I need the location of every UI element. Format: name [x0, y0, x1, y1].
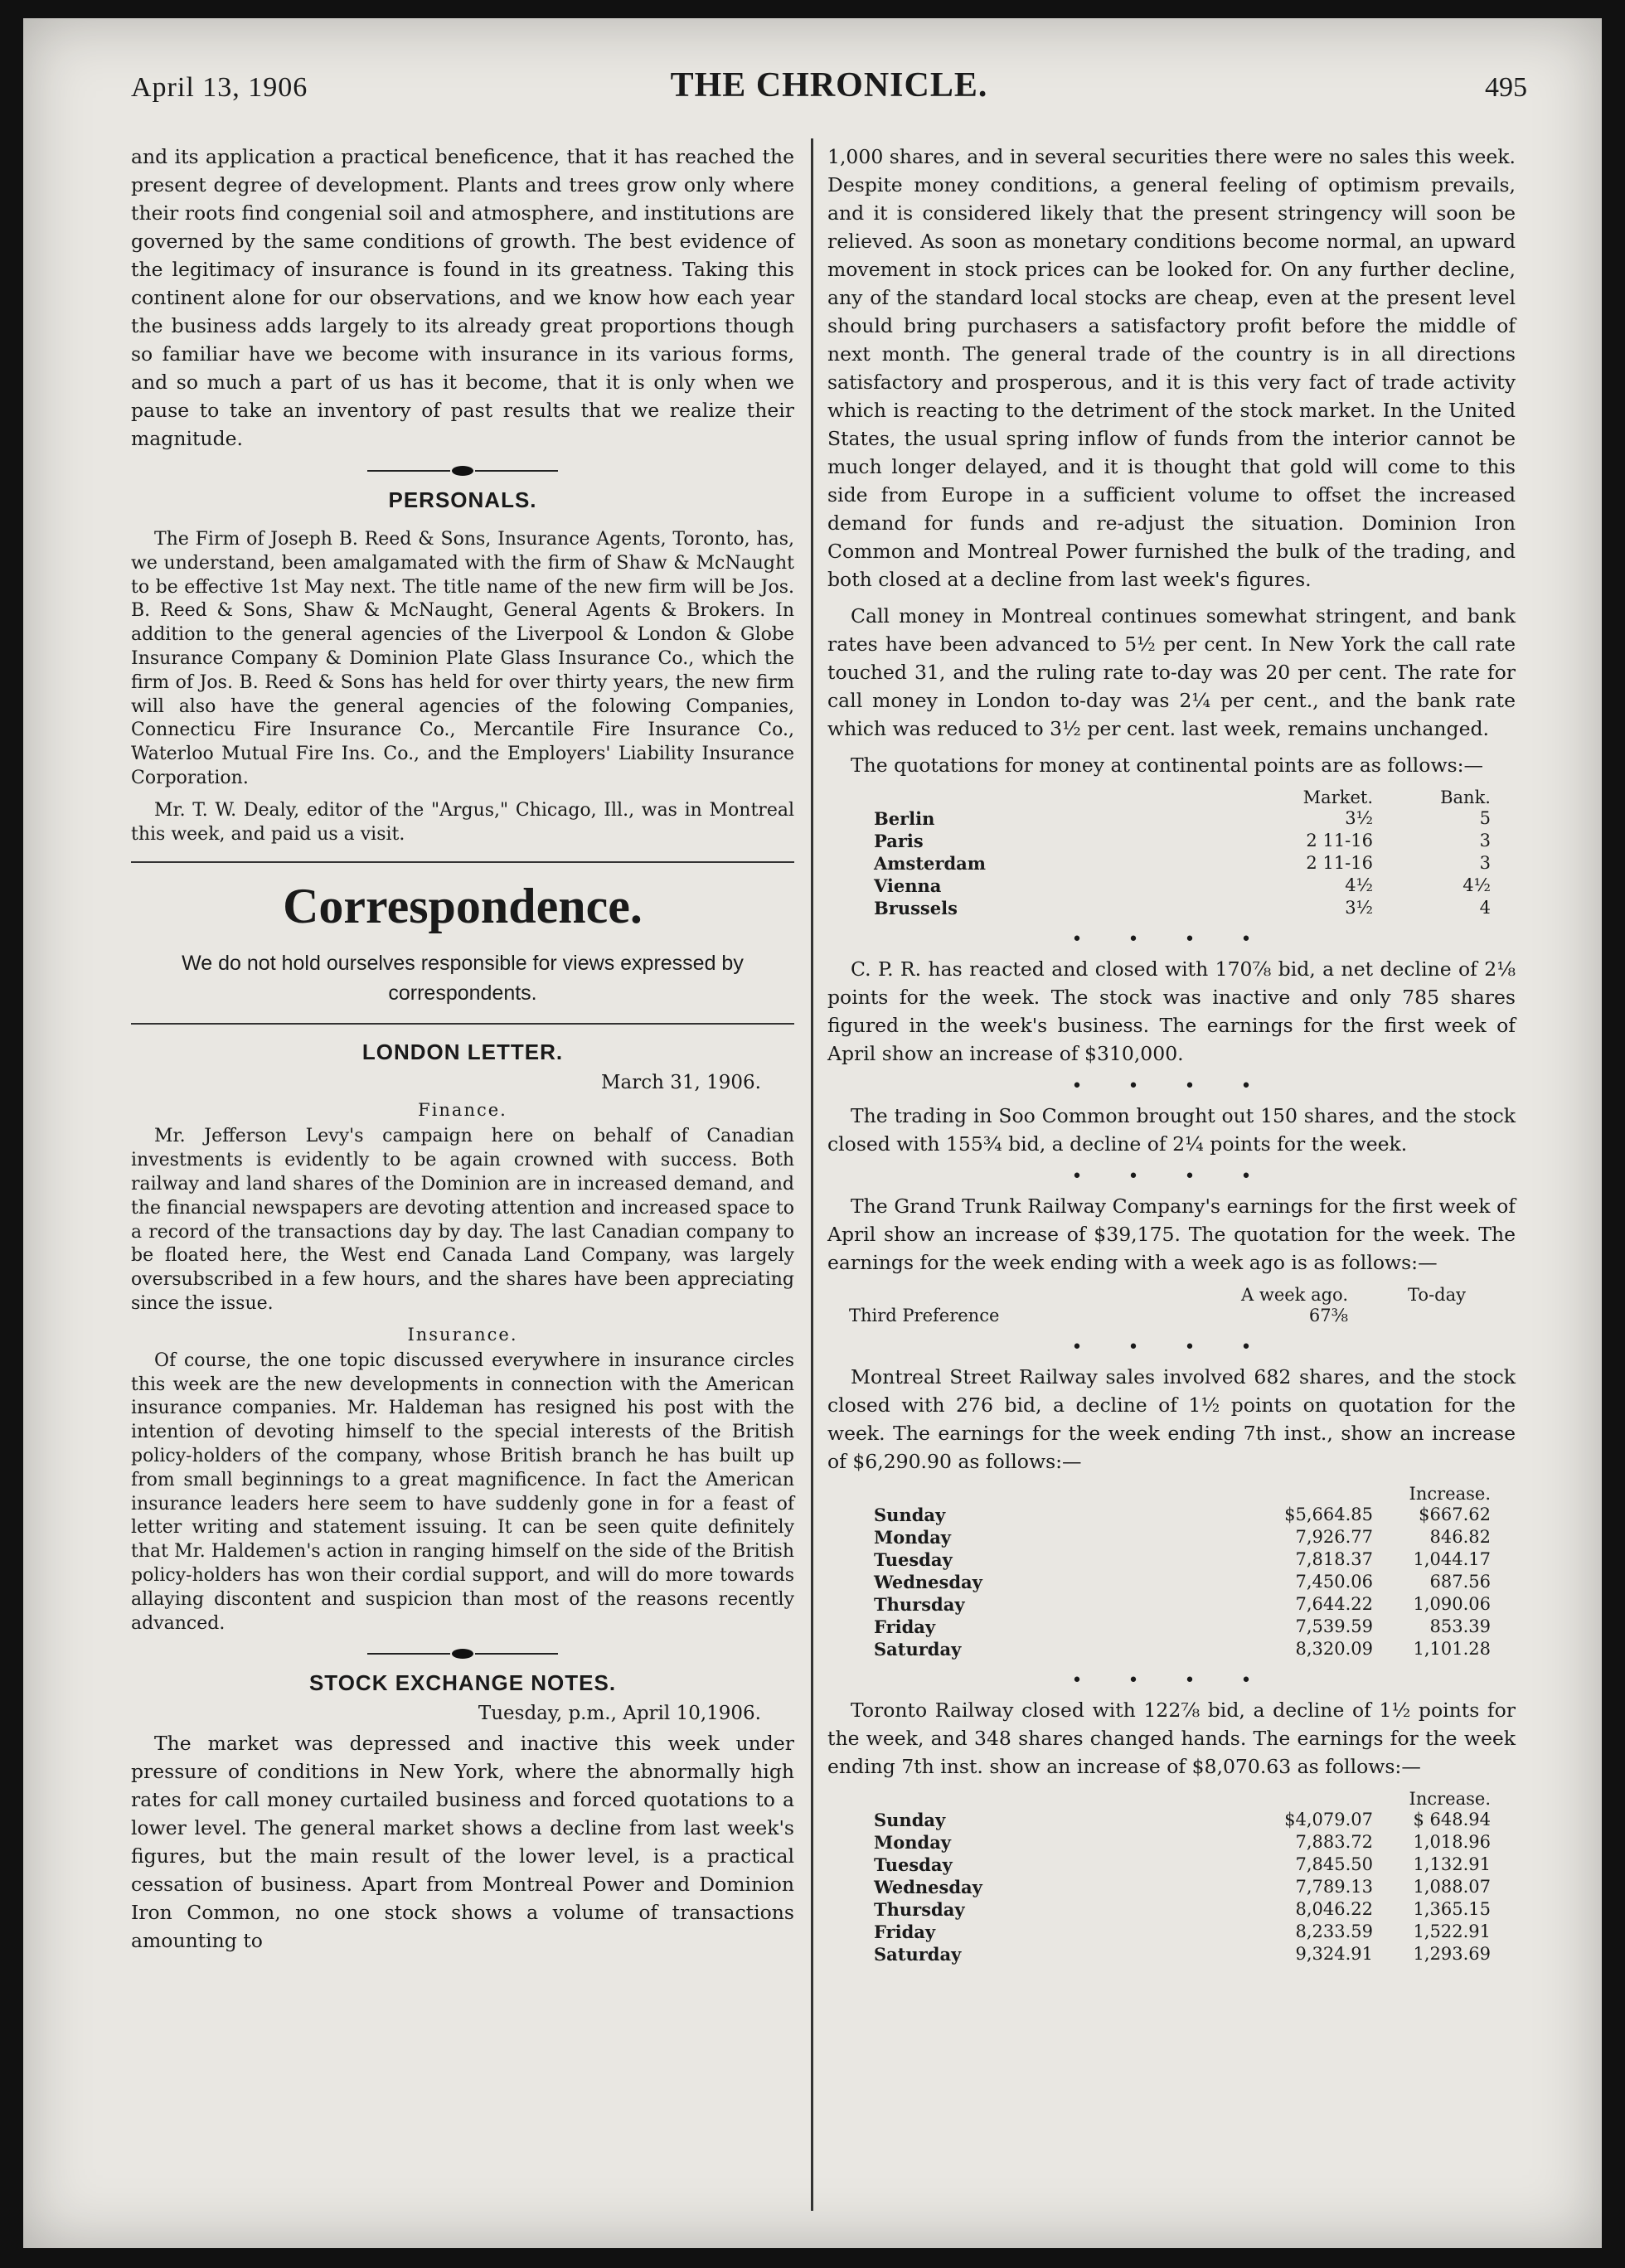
table-row: Vienna 4½ 4½ [874, 875, 1491, 896]
grand-trunk-table [844, 1285, 1471, 1327]
stock-exchange-date: Tuesday, p.m., April 10,1906. [478, 1703, 761, 1725]
page-number: 495 [1485, 72, 1527, 103]
london-letter-title: LONDON LETTER. [361, 1040, 564, 1065]
table-row: Thursday 7,644.22 1,090.06 [874, 1594, 1491, 1615]
table-row: Monday 7,883.72 1,018.96 [874, 1832, 1491, 1853]
stock-exchange-title: STOCK EXCHANGE NOTES. [308, 1670, 617, 1696]
soo-paragraph: The trading in Soo Common brought out 150 shares, and the stock closed with 155¾ bid, a decline of 2¼ points for the week. [827, 1104, 1516, 1156]
dot-separator: • • • • [1071, 1670, 1272, 1691]
page-header [131, 56, 1527, 122]
table-row: Paris 2 11-16 3 [874, 831, 1491, 851]
column-header: Bank. [1440, 788, 1491, 807]
table-row: Sunday $4,079.07 $ 648.94 [874, 1810, 1491, 1830]
divider [131, 861, 794, 863]
finance-heading: Finance. [418, 1100, 507, 1121]
table-row: Wednesday 7,789.13 1,088.07 [874, 1877, 1491, 1897]
left-column [131, 143, 794, 1963]
column-header: To-day [1408, 1285, 1466, 1305]
table-row: Saturday 9,324.91 1,293.69 [874, 1944, 1491, 1965]
cpr-paragraph: C. P. R. has reacted and closed with 170⅞ bid, a net decline of 2⅛ points for the week. The stock was inactive and only 785 shares figured in the week's business. The earnings for the first week of April show an increase of $310,000. [827, 957, 1516, 1065]
table-row: Friday 8,233.59 1,522.91 [874, 1922, 1491, 1942]
insurance-heading: Insurance. [407, 1324, 518, 1345]
right-column [827, 143, 1516, 1975]
table-row: Amsterdam 2 11-16 3 [874, 853, 1491, 874]
table-row: Saturday 8,320.09 1,101.28 [874, 1639, 1491, 1660]
market-paragraph-1: 1,000 shares, and in several securities there were no sales this week. Despite money conditions, a general feeling of optimism prevails, and it is considered likely that the present stringency will soon be relieved. As soon as monetary conditions become normal, an upward movement in stock prices can be looked for. On any further decline, any of the standard local stocks are cheap, even at the present level should bring purchasers a satisfactory profit before the middle of next month. The general trade of the country is in all directions satisfactory and prosperous, and it is this very fact of trade activity which is reacting to the detriment of the stock market. In the United States, the usual spring inflow of funds from the interior cannot be much longer delayed, and it is thought that gold will come to this side from Europe in a sufficient volume to offset the increased demand for funds and re-adjust the situation. Dominion Iron Common and Montreal Power furnished the bulk of the trading, and both closed at a decline from last week's figures. [827, 145, 1516, 591]
newspaper-page [23, 18, 1602, 2248]
dot-separator: • • • • [1071, 929, 1272, 950]
quotations-intro: The quotations for money at continental points are as follows:— [851, 754, 1484, 777]
montreal-street-earnings-table [869, 1484, 1496, 1660]
table-row: Sunday $5,664.85 $667.62 [874, 1505, 1491, 1525]
personals-paragraph-1: The Firm of Joseph B. Reed & Sons, Insurance Agents, Toronto, has, we understand, been amalgamated with the firm of Shaw & McNaught to be effective 1st May next. The title name of the new firm will be Jos. B. Reed & Sons, Shaw & McNaught, General Agents & Brokers. In addition to the general agencies of the Liverpool & London & Globe Insurance Company & Dominion Plate Glass Insurance Co., which the firm of Jos. B. Reed & Sons has held for over thirty years, the new firm will also have the general agencies of the folowing Companies, Connecticu Fire Insurance Co., Mercantile Fire Insurance Co., Waterloo Mutual Fire Ins. Co., and the Employers' Liability Insurance Corporation. [131, 529, 794, 788]
montreal-street-paragraph: Montreal Street Railway sales involved 682 shares, and the stock closed with 276 bid, a decline of 1½ points on quotation for the week. The earnings for the week ending 7th inst., show an increase of $6,290.90 as follows:— [827, 1365, 1516, 1473]
column-divider [811, 138, 813, 2211]
table-row: Monday 7,926.77 846.82 [874, 1527, 1491, 1548]
table-row: Wednesday 7,450.06 687.56 [874, 1572, 1491, 1592]
column-header: Increase. [1409, 1789, 1491, 1809]
correspondence-note: We do not hold ourselves responsible for views expressed by correspondents. [182, 952, 744, 1006]
section-ornament [131, 464, 794, 477]
correspondence-title: Correspondence. [283, 879, 643, 934]
issue-date: April 13, 1906 [131, 72, 308, 103]
personals-paragraph-2: Mr. T. W. Dealy, editor of the "Argus," Chicago, Ill., was in Montreal this week, and paid us a visit. [131, 799, 794, 845]
divider [131, 1023, 794, 1025]
table-row: Tuesday 7,818.37 1,044.17 [874, 1549, 1491, 1570]
column-header: A week ago. [1241, 1285, 1348, 1305]
dot-separator: • • • • [1071, 1337, 1272, 1358]
intro-paragraph: and its application a practical beneficence, that it has reached the present degree of development. Plants and trees grow only where their roots find congenial soil and atmosphere, and institutions are governed by the same conditions of growth. The best evidence of the legitimacy of insurance is found in its greatness. Taking this continent alone for our observations, and we know how each year the business adds largely to its already great proportions though so familiar have we become with insurance in its various forms, and so much a part of us has it become, that it is only when we pause to take an inventory of past results that we realize their magnitude. [131, 145, 794, 450]
table-row: Brussels 3½ 4 [874, 898, 1491, 918]
column-header: Market. [1302, 788, 1373, 807]
personals-title: PERSONALS. [388, 487, 537, 512]
table-row: Third Preference 67⅜ [849, 1306, 1348, 1325]
toronto-railway-earnings-table [869, 1789, 1496, 1965]
table-row: Friday 7,539.59 853.39 [874, 1616, 1491, 1637]
dot-separator: • • • • [1071, 1076, 1272, 1097]
stock-exchange-paragraph: The market was depressed and inactive this week under pressure of conditions in New York, where the abnormally high rates for call money curtailed business and forced quotations to a lower level. The general market shows a decline from last week's figures, but the main result of the lower level, is a practical cessation of business. Apart from Montreal Power and Dominion Iron Common, no one stock shows a volume of transactions amounting to [131, 1732, 794, 1953]
grand-trunk-paragraph: The Grand Trunk Railway Company's earnings for the first week of April show an increase of $39,175. The quotation for the week. The earnings for the week ending with a week ago is as follows:— [827, 1195, 1516, 1274]
publication-title: THE CHRONICLE. [670, 66, 988, 104]
london-letter-date: March 31, 1906. [601, 1072, 761, 1094]
dot-separator: • • • • [1071, 1166, 1272, 1187]
money-rates-table [869, 788, 1496, 919]
column-header: Increase. [1409, 1484, 1491, 1504]
toronto-railway-paragraph: Toronto Railway closed with 122⅞ bid, a decline of 1½ points for the week, and 348 shares changed hands. The earnings for the week ending 7th inst. show an increase of $8,070.63 as follows:— [827, 1699, 1516, 1778]
section-ornament [131, 1647, 794, 1660]
table-row: Berlin 3½ 5 [874, 808, 1491, 829]
call-money-paragraph: Call money in Montreal continues somewhat stringent, and bank rates have been advanced to 5½ per cent. In New York the call rate touched 31, and the ruling rate to-day was 20 per cent. The rate for call money in London to-day was 2¼ per cent., and the bank rate which was reduced to 3½ per cent. last week, remains unchanged. [827, 604, 1516, 740]
table-row: Thursday 8,046.22 1,365.15 [874, 1899, 1491, 1920]
insurance-paragraph: Of course, the one topic discussed everywhere in insurance circles this week are the new developments in connection with the American insurance companies. Mr. Haldeman has resigned his post with the intention of devoting himself to the special interests of the British policy-holders of the company, whose British branch he has built up from small beginnings to a great magnificence. In fact the American insurance leaders here seem to have suddenly gone in for a feast of letter writing and statement issuing. It can be seen quite definitely that Mr. Haldemen's action in ranging himself on the side of the British policy-holders has won their cordial support, and will do more towards allaying discontent and suspicion than most of the reasons recently advanced. [131, 1350, 794, 1634]
table-row: Tuesday 7,845.50 1,132.91 [874, 1854, 1491, 1875]
finance-paragraph: Mr. Jefferson Levy's campaign here on behalf of Canadian investments is evidently to be again crowned with success. Both railway and land shares of the Dominion are in increased demand, and the financial newspapers are devoting attention and increased space to a record of the transactions day by day. The last Canadian company to be floated here, the West end Canada Land Company, was largely oversubscribed in a few hours, and the shares have been appreciating since the issue. [131, 1126, 794, 1314]
